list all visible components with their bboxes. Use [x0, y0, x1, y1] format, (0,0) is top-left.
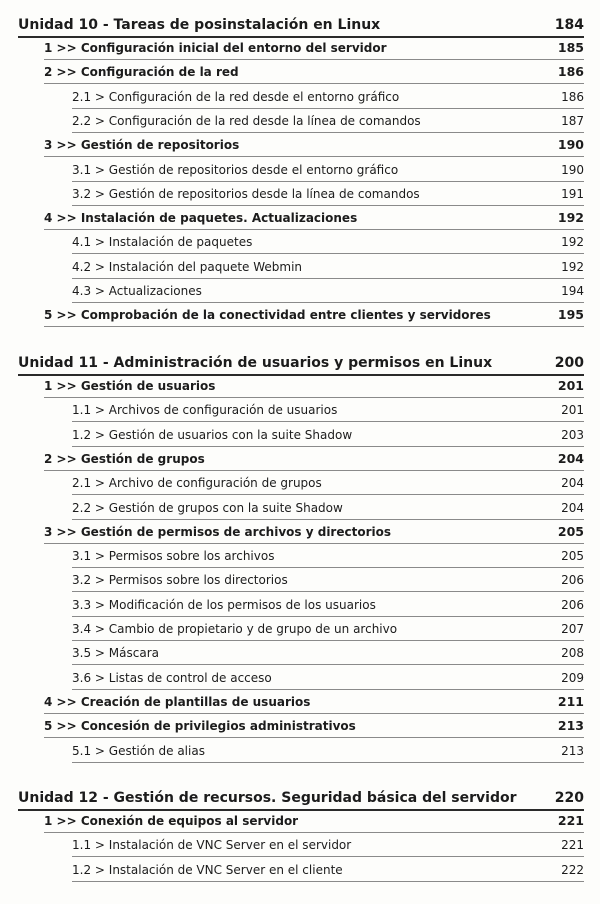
entry-label	[72, 475, 322, 491]
entry-number: 1	[44, 379, 53, 393]
entry-title: Configuración de la red desde la línea de comandos	[108, 114, 421, 128]
toc-subsection-row[interactable]	[72, 425, 584, 447]
entry-number: 3.1	[72, 163, 92, 177]
entry-separator: >>	[52, 211, 81, 225]
entry-number: 3	[44, 138, 53, 152]
entry-title: Gestión de repositorios	[80, 138, 240, 152]
unit-page-number: 184	[554, 17, 584, 33]
entry-title: Gestión de grupos con la suite Shadow	[108, 501, 343, 515]
toc-subsection-row[interactable]	[72, 498, 584, 520]
entry-page-number: 207	[561, 622, 584, 636]
entry-page-number: 201	[557, 378, 584, 393]
entry-title: Cambio de propietario y de grupo de un archivo	[108, 622, 398, 636]
unit-heading[interactable]	[18, 787, 584, 811]
entry-number: 3.3	[72, 598, 92, 612]
entry-title: Instalación de paquetes	[108, 235, 253, 249]
entry-number: 1.1	[72, 403, 92, 417]
entry-separator: >	[91, 549, 109, 563]
entry-title: Instalación del paquete Webmin	[108, 260, 303, 274]
entry-page-number: 186	[561, 90, 584, 104]
entry-number: 4.1	[72, 235, 92, 249]
entry-label	[72, 427, 352, 443]
toc-subsection-row[interactable]	[72, 860, 584, 882]
toc-subsection-row[interactable]	[72, 473, 584, 495]
entry-separator: >	[91, 863, 109, 877]
entry-label	[72, 186, 420, 202]
entry-number: 3.5	[72, 646, 92, 660]
entry-page-number: 192	[561, 260, 584, 274]
entry-separator: >	[91, 671, 109, 685]
entry-separator: >	[91, 403, 109, 417]
entry-title: Actualizaciones	[108, 284, 202, 298]
entry-label	[44, 451, 205, 467]
entry-label	[44, 64, 239, 80]
entry-title: Gestión de permisos de archivos y directorios	[80, 525, 391, 539]
entry-page-number: 222	[561, 863, 584, 877]
entry-number: 4	[44, 695, 53, 709]
entry-title: Configuración inicial del entorno del servidor	[80, 41, 387, 55]
toc-section-row[interactable]	[44, 62, 584, 84]
toc-section-row[interactable]	[44, 135, 584, 157]
toc-subsection-row[interactable]	[72, 835, 584, 857]
entry-label	[72, 572, 288, 588]
toc-section-row[interactable]	[44, 811, 584, 833]
toc-subsection-row[interactable]	[72, 570, 584, 592]
entry-number: 1.2	[72, 863, 92, 877]
toc-subsection-row[interactable]	[72, 595, 584, 617]
entry-label	[72, 89, 399, 105]
unit-page-number: 220	[554, 790, 584, 806]
entry-title: Configuración de la red desde el entorno gráfico	[108, 90, 400, 104]
entry-separator: >>	[52, 452, 81, 466]
entry-title: Archivo de configuración de grupos	[108, 476, 322, 490]
toc-subsection-row[interactable]	[72, 741, 584, 763]
entry-page-number: 194	[561, 284, 584, 298]
entry-separator: >	[91, 187, 109, 201]
entry-title: Concesión de privilegios administrativos	[80, 719, 356, 733]
entry-title: Comprobación de la conectividad entre clientes y servidores	[80, 308, 491, 322]
entry-label	[72, 234, 252, 250]
toc-subsection-row[interactable]	[72, 232, 584, 254]
entry-label	[72, 162, 398, 178]
toc-section-row[interactable]	[44, 208, 584, 230]
entry-page-number: 209	[561, 671, 584, 685]
toc-section-row[interactable]	[44, 716, 584, 738]
unit-page-number: 200	[554, 355, 584, 371]
entry-separator: >	[91, 744, 109, 758]
entry-page-number: 204	[561, 501, 584, 515]
toc-section-row[interactable]	[44, 692, 584, 714]
entry-title: Creación de plantillas de usuarios	[80, 695, 311, 709]
entry-number: 3.4	[72, 622, 92, 636]
entry-page-number: 201	[561, 403, 584, 417]
entry-page-number: 206	[561, 598, 584, 612]
entry-label	[72, 743, 205, 759]
entry-title: Conexión de equipos al servidor	[80, 814, 299, 828]
entry-separator: >>	[52, 308, 81, 322]
entry-label	[72, 621, 397, 637]
entry-page-number: 191	[561, 187, 584, 201]
entry-page-number: 195	[557, 307, 584, 322]
toc-section-row[interactable]	[44, 376, 584, 398]
entry-label	[72, 862, 343, 878]
entry-number: 5	[44, 308, 53, 322]
entry-separator: >>	[52, 525, 81, 539]
entry-label	[72, 548, 274, 564]
toc-section-row[interactable]	[44, 449, 584, 471]
entry-title: Archivos de configuración de usuarios	[108, 403, 338, 417]
unit-title: Unidad 12 - Gestión de recursos. Seguridad básica del servidor	[18, 790, 517, 806]
entry-separator: >	[91, 501, 109, 515]
entry-title: Gestión de grupos	[80, 452, 205, 466]
entry-title: Gestión de repositorios desde el entorno gráfico	[108, 163, 399, 177]
entry-label	[72, 837, 351, 853]
entry-page-number: 187	[561, 114, 584, 128]
entry-number: 4.3	[72, 284, 92, 298]
entry-label	[72, 597, 376, 613]
entry-page-number: 213	[557, 718, 584, 733]
entry-separator: >	[91, 838, 109, 852]
entry-label	[72, 259, 302, 275]
entry-separator: >>	[52, 719, 81, 733]
entry-page-number: 204	[561, 476, 584, 490]
entry-page-number: 204	[557, 451, 584, 466]
entry-label	[72, 645, 159, 661]
entry-number: 4	[44, 211, 53, 225]
entry-separator: >	[91, 598, 109, 612]
entry-number: 3.2	[72, 573, 92, 587]
entry-number: 2.1	[72, 90, 92, 104]
unit-heading[interactable]	[18, 352, 584, 376]
entry-title: Modificación de los permisos de los usuarios	[108, 598, 376, 612]
entry-separator: >	[91, 260, 109, 274]
toc-subsection-row[interactable]	[72, 546, 584, 568]
toc-subsection-row[interactable]	[72, 111, 584, 133]
entry-separator: >>	[52, 41, 81, 55]
entry-label	[44, 137, 239, 153]
entry-title: Gestión de alias	[108, 744, 205, 758]
entry-page-number: 190	[561, 163, 584, 177]
entry-separator: >	[91, 235, 109, 249]
entry-page-number: 192	[561, 235, 584, 249]
entry-page-number: 206	[561, 573, 584, 587]
entry-label	[44, 307, 491, 323]
entry-separator: >	[91, 163, 109, 177]
entry-number: 2	[44, 65, 53, 79]
entry-label	[72, 402, 337, 418]
unit-title: Unidad 10 - Tareas de posinstalación en Linux	[18, 17, 381, 33]
entry-label	[44, 378, 215, 394]
entry-title: Instalación de paquetes. Actualizaciones	[80, 211, 358, 225]
entry-title: Máscara	[108, 646, 159, 660]
entry-label	[72, 670, 272, 686]
entry-title: Listas de control de acceso	[108, 671, 272, 685]
entry-number: 1.1	[72, 838, 92, 852]
entry-separator: >>	[52, 65, 81, 79]
toc-section-row[interactable]	[44, 38, 584, 60]
entry-page-number: 208	[561, 646, 584, 660]
entry-page-number: 190	[557, 137, 584, 152]
entry-number: 1.2	[72, 428, 92, 442]
entry-number: 3	[44, 525, 53, 539]
entry-number: 2	[44, 452, 53, 466]
entry-number: 2.2	[72, 501, 92, 515]
entry-label	[44, 718, 356, 734]
entry-separator: >>	[52, 379, 81, 393]
toc-subsection-row[interactable]	[72, 87, 584, 109]
entry-page-number: 205	[557, 524, 584, 539]
entry-label	[72, 113, 421, 129]
entry-page-number: 211	[557, 694, 584, 709]
entry-separator: >	[91, 114, 109, 128]
entry-title: Configuración de la red	[80, 65, 239, 79]
entry-page-number: 186	[557, 64, 584, 79]
entry-label	[72, 283, 202, 299]
toc-subsection-row[interactable]	[72, 400, 584, 422]
toc-subsection-row[interactable]	[72, 184, 584, 206]
entry-label	[72, 500, 343, 516]
entry-page-number: 221	[557, 813, 584, 828]
entry-title: Gestión de repositorios desde la línea de comandos	[108, 187, 420, 201]
entry-page-number: 185	[557, 40, 584, 55]
entry-separator: >	[91, 573, 109, 587]
entry-label	[44, 694, 310, 710]
entry-title: Permisos sobre los archivos	[108, 549, 275, 563]
entry-number: 3.2	[72, 187, 92, 201]
unit-title: Unidad 11 - Administración de usuarios y permisos en Linux	[18, 355, 493, 371]
toc-subsection-row[interactable]	[72, 619, 584, 641]
toc-subsection-row[interactable]	[72, 257, 584, 279]
toc-subsection-row[interactable]	[72, 281, 584, 303]
entry-separator: >	[91, 284, 109, 298]
entry-separator: >	[91, 90, 109, 104]
entry-separator: >	[91, 428, 109, 442]
entry-page-number: 192	[557, 210, 584, 225]
entry-label	[44, 813, 298, 829]
toc-section-row[interactable]	[44, 305, 584, 327]
entry-title: Permisos sobre los directorios	[108, 573, 288, 587]
entry-number: 3.1	[72, 549, 92, 563]
entry-separator: >	[91, 476, 109, 490]
entry-number: 1	[44, 814, 53, 828]
toc-subsection-row[interactable]	[72, 668, 584, 690]
entry-separator: >	[91, 622, 109, 636]
entry-title: Gestión de usuarios con la suite Shadow	[108, 428, 353, 442]
entry-title: Gestión de usuarios	[80, 379, 216, 393]
entry-number: 5.1	[72, 744, 92, 758]
entry-title: Instalación de VNC Server en el servidor	[108, 838, 352, 852]
entry-separator: >>	[52, 138, 81, 152]
toc-subsection-row[interactable]	[72, 643, 584, 665]
entry-number: 3.6	[72, 671, 92, 685]
toc-section-row[interactable]	[44, 522, 584, 544]
entry-number: 5	[44, 719, 53, 733]
entry-page-number: 213	[561, 744, 584, 758]
entry-page-number: 203	[561, 428, 584, 442]
entry-separator: >	[91, 646, 109, 660]
entry-number: 1	[44, 41, 53, 55]
entry-separator: >>	[52, 814, 81, 828]
entry-page-number: 221	[561, 838, 584, 852]
unit-heading[interactable]	[18, 14, 584, 38]
toc-subsection-row[interactable]	[72, 160, 584, 182]
entry-label	[44, 40, 387, 56]
entry-label	[44, 210, 357, 226]
entry-title: Instalación de VNC Server en el cliente	[108, 863, 343, 877]
entry-separator: >>	[52, 695, 81, 709]
entry-number: 2.2	[72, 114, 92, 128]
entry-label	[44, 524, 391, 540]
entry-number: 2.1	[72, 476, 92, 490]
entry-number: 4.2	[72, 260, 92, 274]
entry-page-number: 205	[561, 549, 584, 563]
